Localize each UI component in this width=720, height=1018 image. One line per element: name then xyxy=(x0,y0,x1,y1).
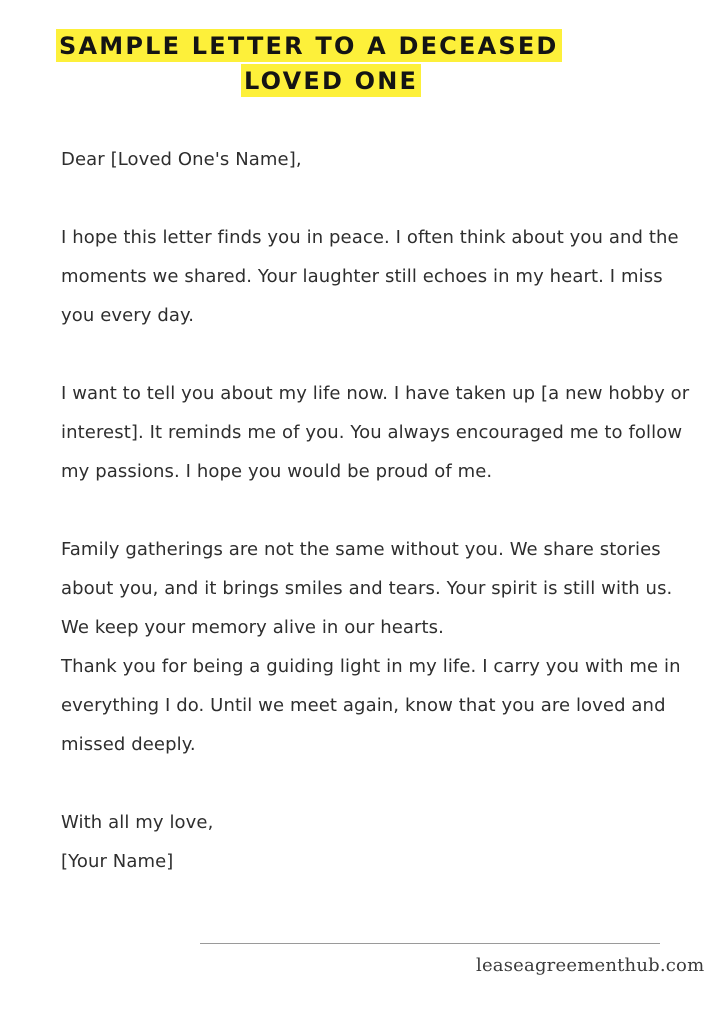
signature-line xyxy=(200,943,660,944)
letter-closing: With all my love, xyxy=(61,812,214,833)
letter-salutation: Dear [Loved One's Name], xyxy=(61,149,302,170)
letter-paragraph-3: Family gatherings are not the same without you. We share stories about you, and it brings smiles and tears. Your spirit is still with us. We keep your memory alive in our hearts. xyxy=(61,539,673,638)
letter-paragraph-1: I hope this letter finds you in peace. I often think about you and the moments we shared. Your laughter still echoes in my heart. I miss you every day. xyxy=(61,227,679,326)
site-watermark: leaseagreementhub.com xyxy=(476,955,705,976)
letter-paragraph-4: Thank you for being a guiding light in my life. I carry you with me in everything I do. Until we meet again, know that you are loved and missed deeply. xyxy=(61,656,681,755)
letter-signature: [Your Name] xyxy=(61,851,174,872)
title-line-1: SAMPLE LETTER TO A DECEASED xyxy=(56,29,562,62)
letter-paragraph-2: I want to tell you about my life now. I have taken up [a new hobby or interest]. It reminds me of you. You always encouraged me to follow my passions. I hope you would be proud of me. xyxy=(61,383,690,482)
title-line-2: LOVED ONE xyxy=(241,64,421,97)
letter-body xyxy=(61,140,701,881)
